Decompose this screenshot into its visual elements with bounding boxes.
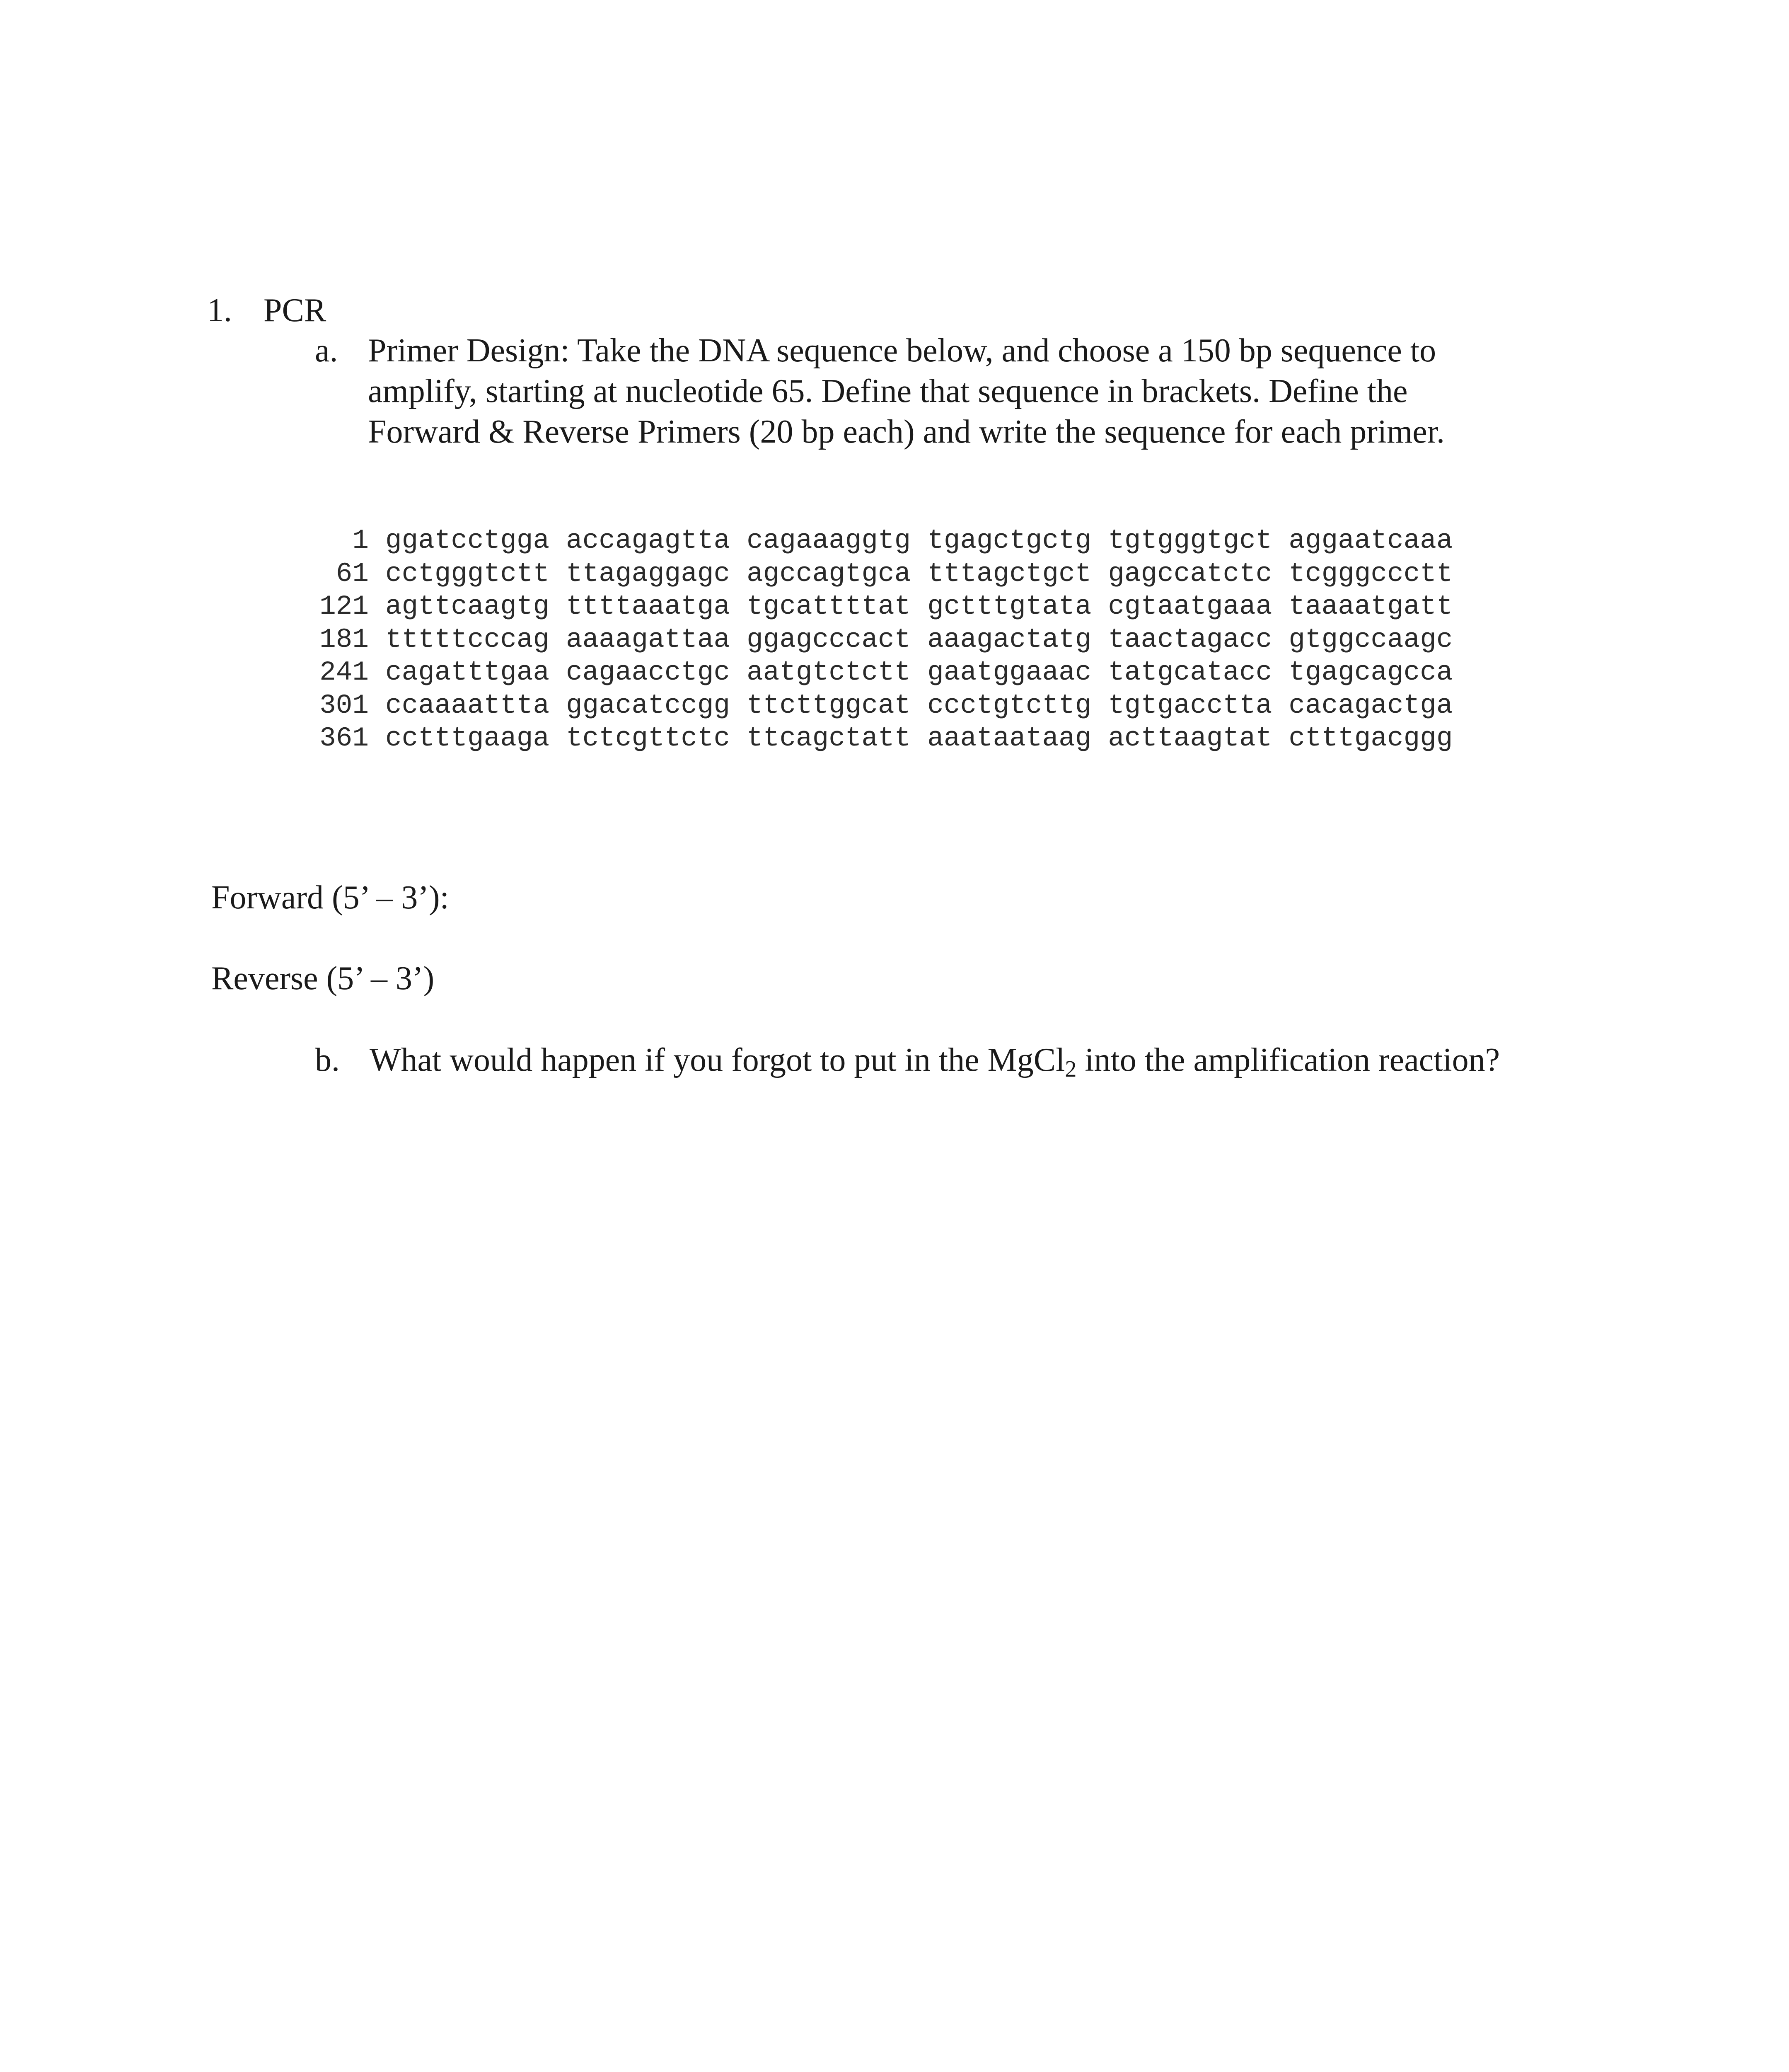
sequence-block: tgcattttat <box>747 591 911 622</box>
sequence-row <box>315 722 1453 755</box>
sequence-block: ttcttggcat <box>747 690 911 721</box>
sequence-block: ccaaaattta <box>385 690 550 721</box>
sequence-block: tctcgttctc <box>566 723 730 754</box>
sequence-position: 1 <box>352 525 369 556</box>
sequence-block: tttagctgct <box>927 558 1092 589</box>
sequence-block: taaaatgatt <box>1289 591 1453 622</box>
sequence-block: aaaagattaa <box>566 624 730 655</box>
sequence-block: gctttgtata <box>927 591 1092 622</box>
sequence-position: 61 <box>336 558 369 589</box>
sequence-block: cctttgaaga <box>385 723 550 754</box>
part-b-text-end: into the amplification reaction? <box>1076 1042 1500 1078</box>
sequence-row <box>315 590 1453 623</box>
part-a-letter: a. <box>315 332 338 369</box>
sequence-block: accagagtta <box>566 525 730 556</box>
sequence-block: acttaagtat <box>1108 723 1272 754</box>
sequence-block: agccagtgca <box>747 558 911 589</box>
question-title: PCR <box>264 292 326 329</box>
part-a-line: amplify, starting at nucleotide 65. Define that sequence in brackets. Define the <box>368 373 1408 409</box>
part-b-text-start: What would happen if you forgot to put in the MgCl <box>370 1042 1065 1078</box>
part-b-letter: b. <box>315 1042 340 1078</box>
sequence-block: tgtgacctta <box>1108 690 1272 721</box>
sequence-block: tttttcccag <box>385 624 550 655</box>
sequence-block: cgtaatgaaa <box>1108 591 1272 622</box>
sequence-block: gagccatctc <box>1108 558 1272 589</box>
sequence-block: ctttgacggg <box>1289 723 1453 754</box>
sequence-block: ccctgtcttg <box>927 690 1092 721</box>
part-a-line: Forward & Reverse Primers (20 bp each) and write the sequence for each primer. <box>368 414 1445 450</box>
sequence-block: tgagctgctg <box>927 525 1092 556</box>
sequence-block: aaagactatg <box>927 624 1092 655</box>
sequence-row <box>315 557 1453 591</box>
sequence-block: agttcaagtg <box>385 591 550 622</box>
sequence-position: 181 <box>319 624 369 655</box>
sequence-position: 301 <box>319 690 369 721</box>
sequence-block: aggaatcaaa <box>1289 525 1453 556</box>
sequence-position: 241 <box>319 657 369 688</box>
sequence-block: ggacatccgg <box>566 690 730 721</box>
part-b-text <box>370 1040 1500 1080</box>
sequence-block: gtggccaagc <box>1289 624 1453 655</box>
sequence-block: gaatggaaac <box>927 657 1092 688</box>
sequence-block: ttcagctatt <box>747 723 911 754</box>
sequence-block: cacagactga <box>1289 690 1453 721</box>
sequence-block: cagatttgaa <box>385 657 550 688</box>
sequence-block: aatgtctctt <box>747 657 911 688</box>
sequence-block: cctgggtctt <box>385 558 550 589</box>
sequence-block: ttagaggagc <box>566 558 730 589</box>
part-a-line: Primer Design: Take the DNA sequence below, and choose a 150 bp sequence to <box>368 332 1436 369</box>
question-number: 1. <box>207 292 232 329</box>
sequence-block: ttttaaatga <box>566 591 730 622</box>
mgcl2-subscript: 2 <box>1065 1056 1077 1082</box>
sequence-block: ggatcctgga <box>385 525 550 556</box>
sequence-block: tatgcatacc <box>1108 657 1272 688</box>
dna-sequence <box>315 524 1453 755</box>
sequence-block: taactagacc <box>1108 624 1272 655</box>
sequence-row <box>315 623 1453 656</box>
sequence-row <box>315 689 1453 722</box>
sequence-block: tgtgggtgct <box>1108 525 1272 556</box>
sequence-row <box>315 524 1453 557</box>
sequence-block: ggagcccact <box>747 624 911 655</box>
sequence-block: aaataataag <box>927 723 1092 754</box>
sequence-block: cagaaaggtg <box>747 525 911 556</box>
sequence-block: tcgggccctt <box>1289 558 1453 589</box>
forward-primer-label: Forward (5’ – 3’): <box>211 879 449 916</box>
sequence-block: cagaacctgc <box>566 657 730 688</box>
sequence-position: 361 <box>319 723 369 754</box>
sequence-block: tgagcagcca <box>1289 657 1453 688</box>
part-a-text <box>368 330 1611 452</box>
reverse-primer-label: Reverse (5’ – 3’) <box>211 960 435 997</box>
sequence-position: 121 <box>319 591 369 622</box>
sequence-row <box>315 656 1453 689</box>
